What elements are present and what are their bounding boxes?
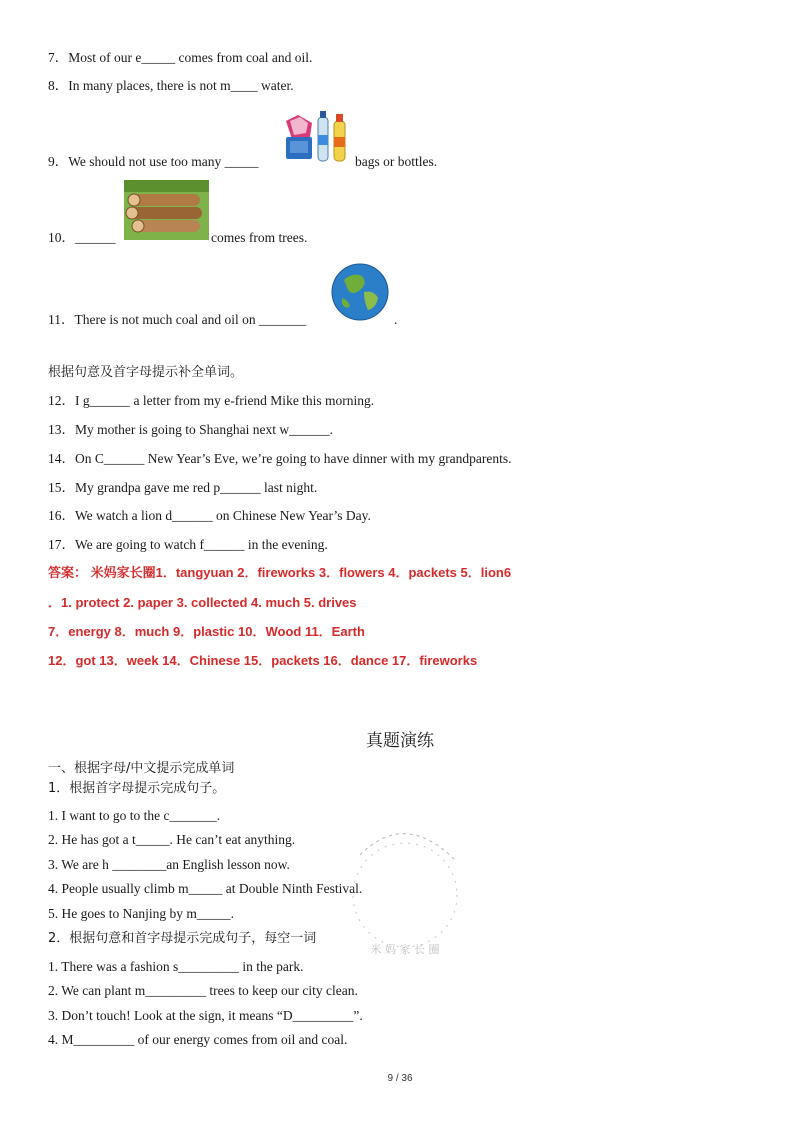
svg-text:米 妈 家 长 圈: 米 妈 家 长 圈 xyxy=(370,943,440,956)
question-14: 14．On C______ New Year’s Eve, we’re going to have dinner with my grandparents. xyxy=(48,451,512,466)
question-10-end: comes from trees. xyxy=(211,230,308,245)
answer-line-1: 答案： 米妈家长圈1．tangyuan 2．fireworks 3．flowers 4．packets 5．lion6 xyxy=(48,565,512,580)
question-13: 13．My mother is going to Shanghai next w______. xyxy=(48,422,333,437)
sentence-2-2: 2. We can plant m_________ trees to keep our city clean. xyxy=(48,983,358,998)
plastic-bags-bottles-image xyxy=(282,107,352,163)
sentence-1-1: 1. I want to go to the c_______. xyxy=(48,808,221,823)
question-12: 12．I g______ a letter from my e-friend Mike this morning. xyxy=(48,393,375,408)
question-7: 7．Most of our e_____ comes from coal and oil. xyxy=(48,50,313,65)
question-11-start: 11．There is not much coal and oil on _______ xyxy=(48,312,307,327)
sentence-1-4: 4. People usually climb m_____ at Double Ninth Festival. xyxy=(48,881,363,896)
answer-line-2: ．1. protect 2. paper 3. collected 4. much 5. drives xyxy=(48,595,357,610)
section-title: 真题演练 xyxy=(366,731,434,751)
page-number: 9 / 36 xyxy=(387,1073,413,1084)
sentence-1-3: 3. We are h ________an English lesson now. xyxy=(48,857,290,872)
question-11-end: . xyxy=(394,312,398,327)
answer-line-3: 7．energy 8．much 9．plastic 10．Wood 11．Earth xyxy=(48,624,365,639)
sentence-2-3: 3. Don’t touch! Look at the sign, it means “D_________”. xyxy=(48,1008,363,1023)
earth-globe-image xyxy=(330,262,390,322)
sentence-2-1: 1. There was a fashion s_________ in the park. xyxy=(48,959,304,974)
question-10-start: 10．______ xyxy=(48,230,116,245)
question-16: 16．We watch a lion d______ on Chinese New Year’s Day. xyxy=(48,508,371,523)
watermark-stamp xyxy=(340,815,470,965)
question-8: 8．In many places, there is not m____ water. xyxy=(48,78,294,93)
question-17: 17．We are going to watch f______ in the evening. xyxy=(48,537,328,552)
sentence-1-5: 5. He goes to Nanjing by m_____. xyxy=(48,906,234,921)
wood-logs-image xyxy=(124,180,209,240)
sentence-1-2: 2. He has got a t_____. He can’t eat anything. xyxy=(48,832,296,847)
part-1-heading: 一、根据字母/中文提示完成单词 xyxy=(48,761,235,776)
answer-line-4: 12．got 13．week 14．Chinese 15．packets 16．dance 17．fireworks xyxy=(48,653,478,668)
sentence-2-4: 4. M_________ of our energy comes from oil and coal. xyxy=(48,1032,348,1047)
sub-heading-2: 2．根据句意和首字母提示完成句子，每空一词 xyxy=(48,931,317,946)
question-9-end: bags or bottles. xyxy=(355,154,438,169)
question-9-start: 9．We should not use too many _____ xyxy=(48,154,259,169)
question-15: 15．My grandpa gave me red p______ last night. xyxy=(48,480,318,495)
section-hint: 根据句意及首字母提示补全单词。 xyxy=(48,365,244,380)
sub-heading-1: 1．根据首字母提示完成句子。 xyxy=(48,781,226,796)
